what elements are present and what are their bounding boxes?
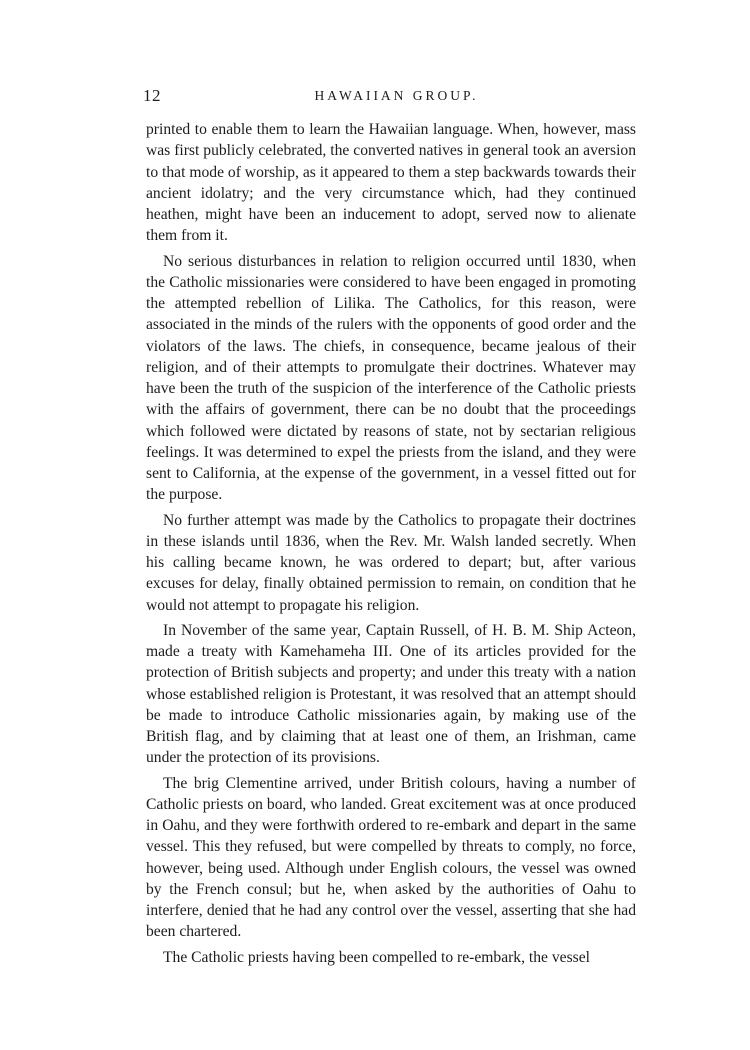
paragraph: The brig Clementine arrived, under British colours, having a number of Catholic priests on board, who landed. Great excitement was at once produced in Oahu, and they were forthwith ordered to re-embark and depart in the same vessel. This they refused, but were compelled by threats to comply, no force, however, being used. Although under English colours, the vessel was owned by the French consul; but he, when asked by the authorities of Oahu to interfere, denied that he had any control over the vessel, asserting that she had been chartered. bbox=[146, 774, 636, 941]
page-header bbox=[143, 86, 640, 112]
paragraph-continuation: printed to enable them to learn the Hawaiian language. When, however, mass was first publicly celebrated, the converted natives in general took an aversion to that mode of worship, as it appeared to them a step backwards towards their ancient idolatry; and the very circumstance which, had they continued heathen, might have been an inducement to adopt, served now to alienate them from it. bbox=[146, 121, 636, 245]
paragraph: The Catholic priests having been compelled to re-embark, the vessel bbox=[163, 948, 590, 966]
body-text bbox=[146, 119, 636, 968]
paragraph: In November of the same year, Captain Russell, of H. B. M. Ship Acteon, made a treaty with Kamehameha III. One of its articles provided for the protection of British subjects and property; and under this treaty with a nation whose established religion is Protestant, it was resolved that an attempt should be made to introduce Catholic missionaries again, by making use of the British flag, and by claiming that at least one of them, an Irishman, came under the protection of its provisions. bbox=[146, 621, 636, 767]
page-number: 12 bbox=[143, 86, 161, 105]
running-head: HAWAIIAN GROUP. bbox=[314, 88, 479, 103]
paragraph: No serious disturbances in relation to religion occurred until 1830, when the Catholic missionaries were considered to have been engaged in promoting the attempted rebellion of Lilika. The Catholics, for this reason, were associated in the minds of the rulers with the opponents of good order and the violators of the laws. The chiefs, in consequence, became jealous of their religion, and of their attempts to promulgate their doctrines. Whatever may have been the truth of the suspicion of the interference of the Catholic priests with the affairs of government, there can be no doubt that the proceedings which followed were dictated by reasons of state, not by sectarian religious feelings. It was determined to expel the priests from the island, and they were sent to California, at the expense of the government, in a vessel fitted out for the purpose. bbox=[146, 252, 636, 504]
paragraph: No further attempt was made by the Catholics to propagate their doctrines in these islands until 1836, when the Rev. Mr. Walsh landed secretly. When his calling became known, he was ordered to depart; but, after various excuses for delay, finally obtained permission to remain, on condition that he would not attempt to propagate his religion. bbox=[146, 511, 636, 614]
